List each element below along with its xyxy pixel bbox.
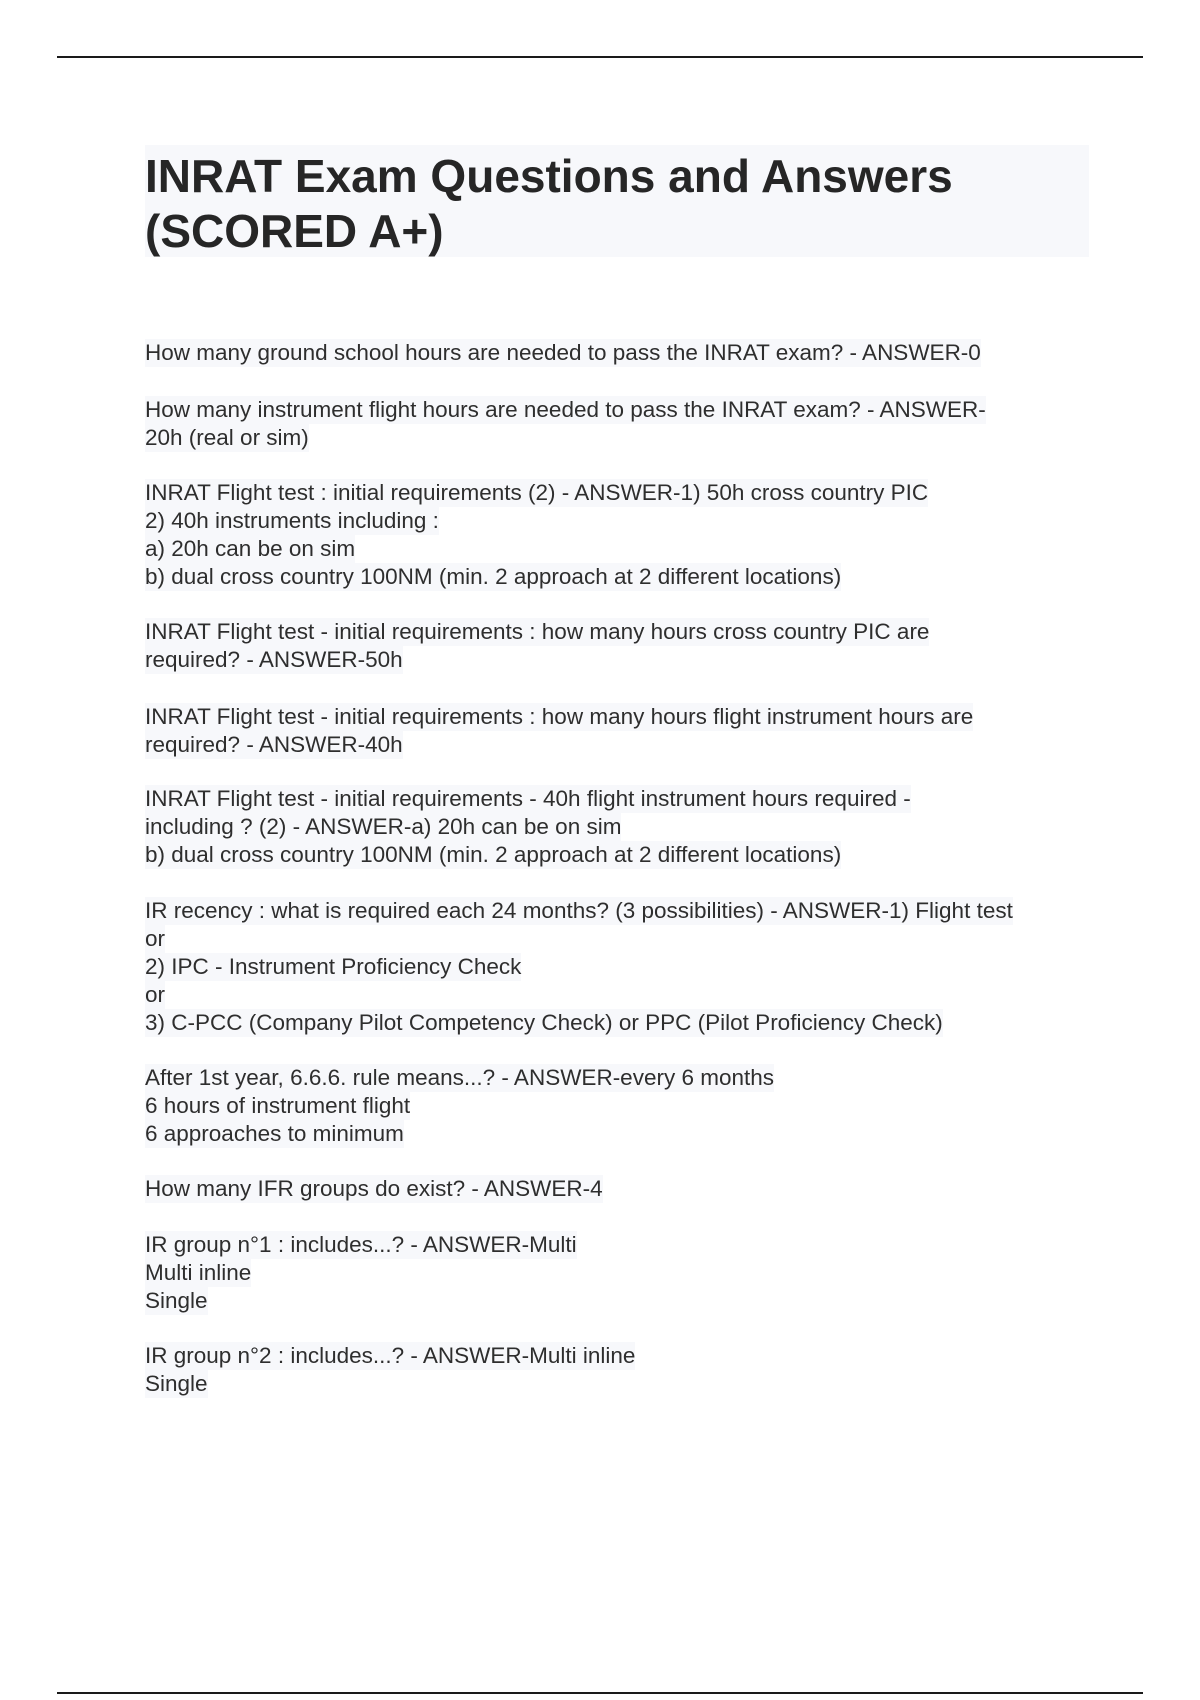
top-rule xyxy=(57,56,1143,58)
qa-item xyxy=(145,1342,635,1398)
qa-line: b) dual cross country 100NM (min. 2 approach at 2 different locations) xyxy=(145,564,842,589)
qa-item xyxy=(145,785,911,869)
qa-line: IR recency : what is required each 24 months? (3 possibilities) - ANSWER-1) Flight test xyxy=(145,898,1013,923)
qa-line: required? - ANSWER-50h xyxy=(145,647,403,672)
qa-line: a) 20h can be on sim xyxy=(145,536,356,561)
qa-line: INRAT Flight test - initial requirements : how many hours flight instrument hours are xyxy=(145,704,974,729)
qa-line: IR group n°1 : includes...? - ANSWER-Multi xyxy=(145,1232,577,1257)
qa-line: or xyxy=(145,926,166,951)
qa-line: INRAT Flight test - initial requirements : how many hours cross country PIC are xyxy=(145,619,930,644)
qa-line: 6 approaches to minimum xyxy=(145,1121,404,1146)
qa-line: Single xyxy=(145,1371,208,1396)
qa-line: 20h (real or sim) xyxy=(145,425,309,450)
qa-line: How many IFR groups do exist? - ANSWER-4 xyxy=(145,1176,603,1201)
qa-item xyxy=(145,897,1013,1037)
qa-line: 2) 40h instruments including : xyxy=(145,508,439,533)
document-title xyxy=(145,145,1089,257)
qa-line: How many instrument flight hours are needed to pass the INRAT exam? - ANSWER- xyxy=(145,397,986,422)
qa-line: 6 hours of instrument flight xyxy=(145,1093,411,1118)
qa-line: Multi inline xyxy=(145,1260,252,1285)
qa-item xyxy=(145,396,986,452)
qa-line: b) dual cross country 100NM (min. 2 approach at 2 different locations) xyxy=(145,842,842,867)
qa-line: including ? (2) - ANSWER-a) 20h can be on sim xyxy=(145,814,622,839)
qa-line: or xyxy=(145,982,166,1007)
qa-item xyxy=(145,618,929,674)
qa-line: IR group n°2 : includes...? - ANSWER-Multi inline xyxy=(145,1343,636,1368)
qa-line: After 1st year, 6.6.6. rule means...? - ANSWER-every 6 months xyxy=(145,1065,775,1090)
qa-line: 2) IPC - Instrument Proficiency Check xyxy=(145,954,522,979)
qa-item xyxy=(145,339,981,367)
qa-line: 3) C-PCC (Company Pilot Competency Check) or PPC (Pilot Proficiency Check) xyxy=(145,1010,943,1035)
qa-item xyxy=(145,1175,603,1203)
qa-item xyxy=(145,479,928,591)
qa-item xyxy=(145,1231,577,1315)
qa-line: How many ground school hours are needed to pass the INRAT exam? - ANSWER-0 xyxy=(145,340,981,365)
qa-item xyxy=(145,1064,774,1148)
qa-line: INRAT Flight test : initial requirements (2) - ANSWER-1) 50h cross country PIC xyxy=(145,480,929,505)
title-line: INRAT Exam Questions and Answers xyxy=(145,150,953,202)
qa-line: required? - ANSWER-40h xyxy=(145,732,403,757)
bottom-rule xyxy=(57,1692,1143,1694)
qa-line: Single xyxy=(145,1288,208,1313)
qa-line: INRAT Flight test - initial requirements - 40h flight instrument hours required - xyxy=(145,786,911,811)
title-line: (SCORED A+) xyxy=(145,205,444,257)
qa-item xyxy=(145,703,973,759)
